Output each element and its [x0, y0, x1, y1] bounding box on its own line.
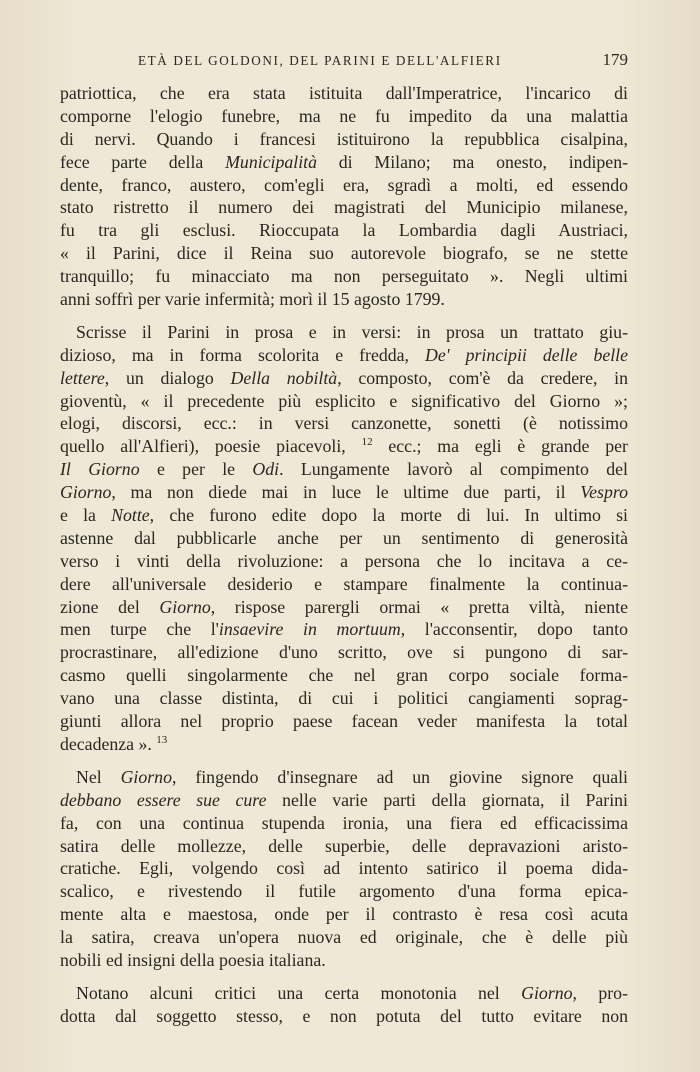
text-line: di nervi. Quando i francesi istituirono la repubblica cisalpina, [60, 128, 628, 149]
text-line: Notano alcuni critici una certa monotonia nel Giorno, pro- [76, 982, 628, 1003]
text-line: Scrisse il Parini in prosa e in versi: in prosa un trattato giu- [76, 321, 628, 342]
text-line: la satira, creava un'opera nuova ed originale, che è delle più [60, 927, 628, 948]
italic-text: lettere [60, 367, 105, 388]
text-line: dente, franco, austero, com'egli era, sgradì a molti, ed essendo [60, 174, 628, 195]
paragraph-gap [60, 311, 628, 321]
italic-text: Giorno [120, 766, 172, 787]
italic-text: Odi [252, 459, 280, 480]
text-line: casmo quelli singolarmente che nel gran corpo sociale forma- [60, 665, 628, 686]
italic-text: Della nobiltà [230, 367, 338, 388]
page-header [0, 50, 700, 76]
running-title: ETÀ DEL GOLDONI, DEL PARINI E DELL'ALFIERI [138, 53, 502, 68]
text-line: gioventù, « il precedente più esplicito e significativo del Giorno »; [60, 390, 628, 411]
page-number: 179 [602, 50, 628, 69]
text-line: dizioso, ma in forma scolorita e fredda, De' principii delle belle [60, 344, 628, 365]
italic-text: Giorno [60, 482, 112, 503]
text-line: Giorno, ma non diede mai in luce le ultime due parti, il Vespro [60, 482, 628, 503]
text-line: « il Parini, dice il Reina suo autorevole biografo, se ne stette [60, 243, 628, 264]
text-line: Nel Giorno, fingendo d'insegnare ad un giovine signore quali [76, 766, 628, 787]
paragraph [60, 82, 628, 311]
text-line: e la Notte, che furono edite dopo la morte di lui. In ultimo si [60, 505, 628, 526]
text-line: anni soffrì per varie infermità; morì il 15 agosto 1799. [60, 289, 445, 310]
text-line: dotta dal soggetto stesso, e non potuta del tutto evitare non [60, 1005, 628, 1026]
text-line: mente alta e maestosa, onde per il contrasto è resa così acuta [60, 904, 628, 925]
text-line: fece parte della Municipalità di Milano; ma onesto, indipen- [60, 151, 628, 172]
italic-text: insaevire in mortuum [218, 619, 401, 640]
paragraph [60, 982, 628, 1028]
text-line: procrastinare, all'edizione d'uno scritto, ove si pungono di sar- [60, 642, 628, 663]
text-line: elogi, discorsi, ecc.: in versi canzonette, sonetti (è notissimo [60, 413, 628, 434]
italic-text: Vespro [580, 482, 628, 503]
text-line: zione del Giorno, rispose parergli ormai « pretta viltà, niente [60, 596, 628, 617]
paragraph-gap [60, 756, 628, 766]
footnote-marker: 12 [361, 436, 373, 449]
text-line: decadenza ». $^{13}$ [60, 733, 168, 754]
paragraph [60, 766, 628, 972]
text-line: debbano essere sue cure nelle varie parti della giornata, il Parini [60, 789, 628, 810]
body-text [60, 82, 628, 1028]
text-line: fu tra gli esclusi. Rioccupata la Lombardia dagli Austriaci, [60, 220, 628, 241]
text-line: men turpe che l'insaevire in mortuum, l'acconsentir, dopo tanto [60, 619, 628, 640]
text-line: tranquillo; fu minacciato ma non perseguitato ». Negli ultimi [60, 266, 628, 287]
text-line: lettere, un dialogo Della nobiltà, composto, com'è da credere, in [60, 367, 628, 388]
italic-text: Giorno [159, 596, 211, 617]
text-line: Il Giorno e per le Odi. Lungamente lavorò al compimento del [60, 459, 628, 480]
text-line: nobili ed insigni della poesia italiana. [60, 949, 326, 970]
text-line: cratiche. Egli, volgendo così ad intento satirico il poema dida- [60, 858, 628, 879]
italic-text: Il Giorno [60, 459, 140, 480]
italic-text: debbano essere sue cure [60, 789, 267, 810]
text-line: stato ristretto il numero dei magistrati del Municipio milanese, [60, 197, 628, 218]
text-line: fa, con una continua stupenda ironia, una fiera ed efficacissima [60, 812, 628, 833]
text-line: dere all'universale desiderio e stampare finalmente la continua- [60, 573, 628, 594]
text-line: giunti allora nel proprio paese facean veder manifesta la total [60, 711, 628, 732]
italic-text: Notte [111, 505, 150, 526]
paragraph [60, 321, 628, 756]
text-line: comporne l'elogio funebre, ma ne fu impedito da una malattia [60, 105, 628, 126]
text-line: scalico, e rivestendo il futile argomento d'una forma epica- [60, 881, 628, 902]
text-line: quello all'Alfieri), poesie piacevoli, $^{12}$ ecc.; ma egli è grande per [60, 436, 628, 457]
text-line: astenne dal pubblicarle anche per un sentimento di generosità [60, 527, 628, 548]
italic-text: Municipalità [225, 151, 317, 172]
text-line: verso i vinti della rivoluzione: a persona che lo incitava a ce- [60, 550, 628, 571]
italic-text: Giorno [521, 982, 573, 1003]
paragraph-gap [60, 972, 628, 982]
footnote-marker: 13 [156, 733, 168, 746]
italic-text: De' principii delle belle [425, 344, 628, 365]
text-line: vano una classe distinta, di cui i politici cangiamenti soprag- [60, 688, 628, 709]
text-line: satira delle mollezze, delle superbie, delle depravazioni aristo- [60, 835, 628, 856]
text-line: patriottica, che era stata istituita dall'Imperatrice, l'incarico di [60, 83, 628, 103]
